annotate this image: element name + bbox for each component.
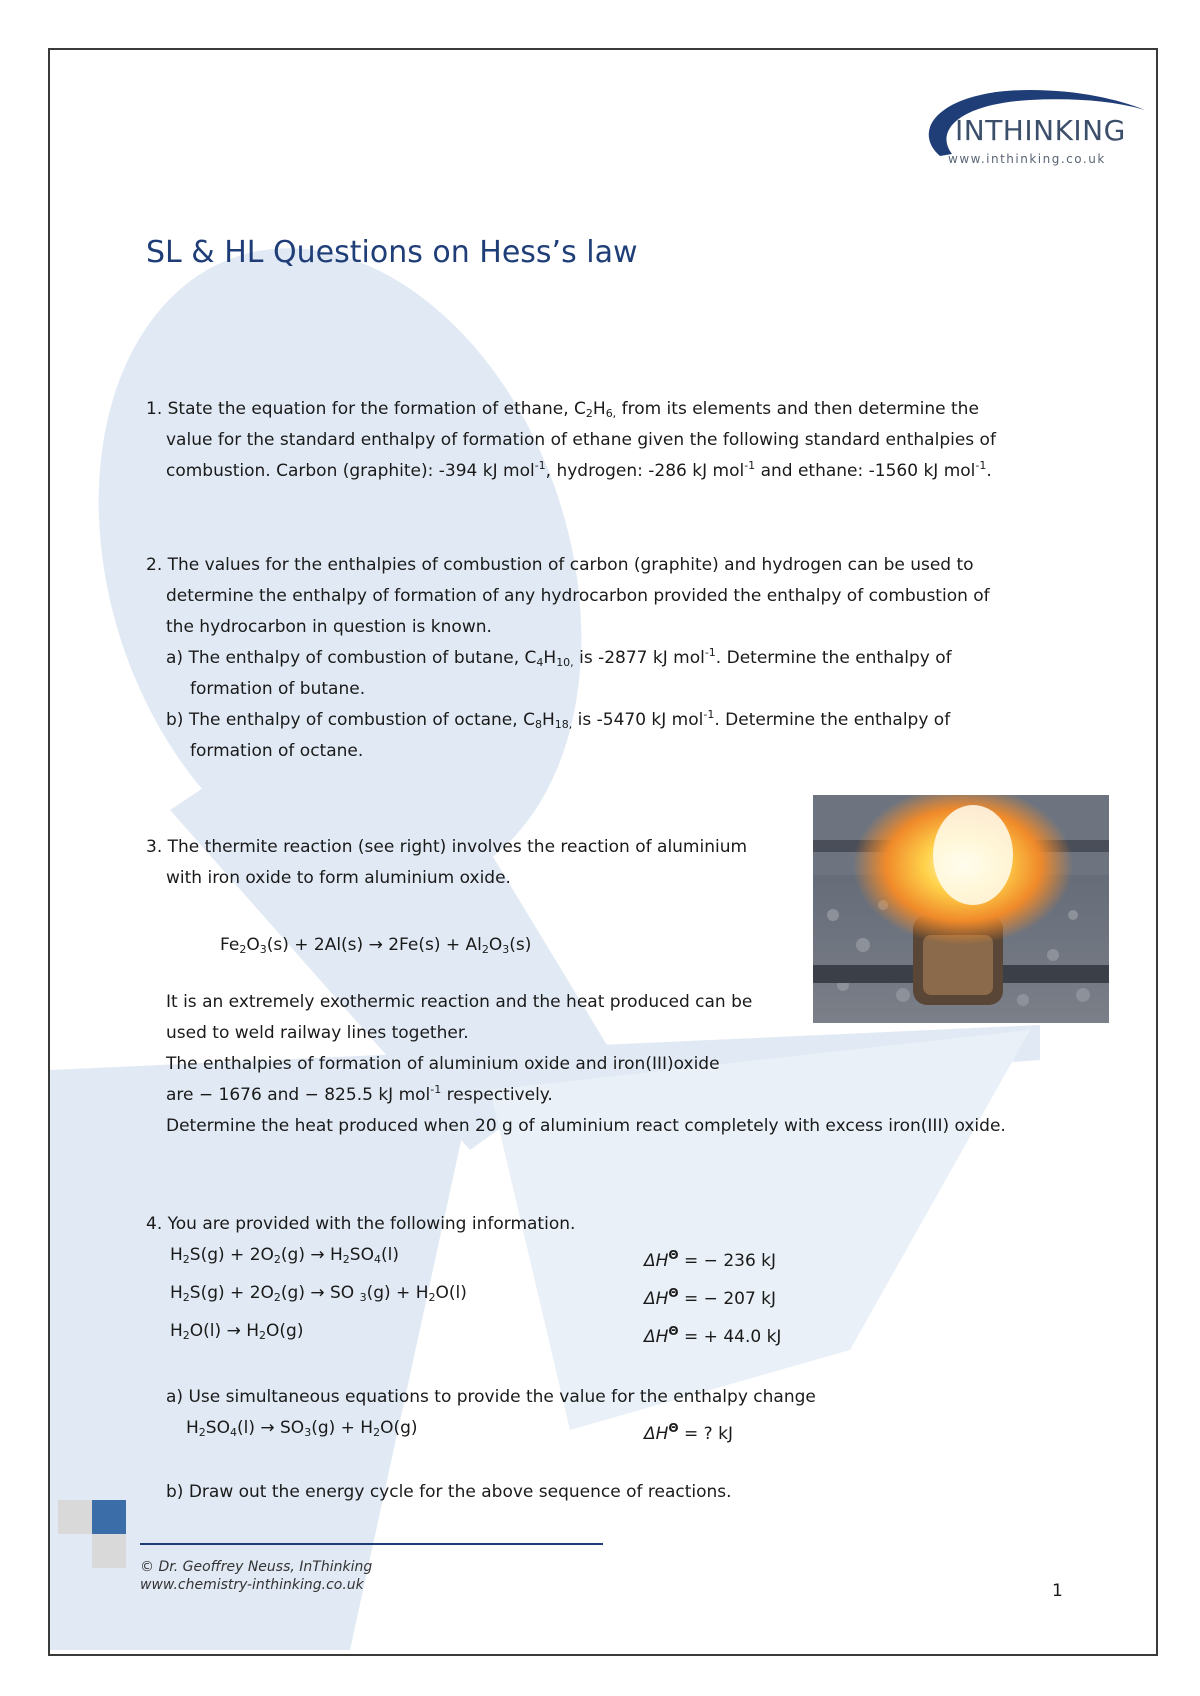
equation-lhs: $H_2S(g) + 2O_2(g)$ → SO $_3(g) + H_2O(l)$ (170, 1283, 467, 1304)
logo-text: INTHINKING (955, 114, 1126, 147)
equation-lhs: $H_2O(l) \to H_2O(g)$ (170, 1321, 304, 1342)
q3-line5: The enthalpies of formation of aluminium oxide and iron(III)oxide (166, 1054, 720, 1074)
q2-part-a: a) The enthalpy of combustion of butane, $C_4H_{10,}$ is -2877 kJ mol$^{-1}$. Determine the enthalpy of (166, 646, 952, 669)
q2-part-b: b) The enthalpy of combustion of octane, $C_8H_{18,}$ is -5470 kJ mol$^{-1}$. Determine the enthalpy of (166, 708, 951, 731)
equation-lhs: $H_2S(g) + 2O_2(g) \to H_2SO_4(l)$ (170, 1245, 399, 1266)
equation-row (146, 1278, 1106, 1316)
q3-line7: Determine the heat produced when 20 g of aluminium react completely with excess iron(III) oxide. (166, 1116, 1006, 1136)
q1-line1: 1. State the equation for the formation of ethane, $C_2H_{6,}$ from its elements and then determine the (146, 399, 979, 420)
q2-part-b-cont: formation of octane. (190, 741, 364, 761)
q3-line3: It is an extremely exothermic reaction and the heat produced can be (166, 992, 753, 1012)
q3-line1: 3. The thermite reaction (see right) involves the reaction of aluminium (146, 837, 748, 857)
page-title: SL & HL Questions on Hess’s law (146, 235, 638, 270)
inthinking-logo (900, 70, 1150, 180)
q3-line4: used to weld railway lines together. (166, 1023, 469, 1043)
equation-enthalpy: $\Delta H^\Theta$ = − 207 kJ (644, 1286, 777, 1309)
equation-enthalpy: $\Delta H^\Theta$ = ? kJ (644, 1421, 733, 1444)
q4-part-b: b) Draw out the energy cycle for the above sequence of reactions. (166, 1482, 732, 1502)
q4-part-a-equation (146, 1413, 1106, 1447)
question-1 (146, 394, 1106, 487)
question-4 (146, 1209, 1106, 1508)
equation-row (146, 1316, 1106, 1354)
question-2 (146, 550, 1106, 767)
q2-line1: 2. The values for the enthalpies of combustion of carbon (graphite) and hydrogen can be used to (146, 555, 974, 575)
q3-line2: with iron oxide to form aluminium oxide. (166, 868, 511, 888)
footer-author: © Dr. Geoffrey Neuss, InThinking (140, 1559, 373, 1575)
footer-square-grey (58, 1500, 92, 1534)
equation-enthalpy: $\Delta H^\Theta$ = − 236 kJ (644, 1248, 777, 1271)
q4-intro: 4. You are provided with the following information. (146, 1214, 576, 1234)
equation-lhs: $H_2SO_4(l) \to SO_3(g) + H_2O(g)$ (186, 1418, 418, 1439)
question-3 (146, 832, 1126, 1142)
thermite-equation: $Fe_2O_3(s) + 2Al(s) \to 2Fe(s) + Al_2O_3(s)$ (220, 935, 532, 956)
logo-url: www.inthinking.co.uk (948, 152, 1106, 166)
equation-enthalpy: $\Delta H^\Theta$ = + 44.0 kJ (644, 1324, 782, 1347)
q2-line3: the hydrocarbon in question is known. (166, 617, 492, 637)
equation-row (146, 1240, 1106, 1278)
q4-part-a: a) Use simultaneous equations to provide the value for the enthalpy change (166, 1387, 816, 1407)
q2-line2: determine the enthalpy of formation of any hydrocarbon provided the enthalpy of combustion of (166, 586, 990, 606)
q2-part-a-cont: formation of butane. (190, 679, 366, 699)
q1-line2: value for the standard enthalpy of formation of ethane given the following standard enthalpies of (166, 430, 996, 450)
footer-divider (140, 1543, 603, 1545)
footer-square-blue (92, 1500, 126, 1534)
q1-line3: combustion. Carbon (graphite): -394 kJ mol$^{-1}$, hydrogen: -286 kJ mol$^{-1}$ and ethane: -1560 kJ mol$^{-1}$. (166, 459, 992, 481)
footer-credit (140, 1558, 372, 1594)
footer-square-grey (92, 1534, 126, 1568)
q3-line6: are − 1676 and − 825.5 kJ mol$^{-1}$ respectively. (166, 1083, 553, 1105)
page-frame (48, 48, 1158, 1656)
page-number: 1 (1052, 1581, 1063, 1601)
footer-website: www.chemistry-inthinking.co.uk (140, 1577, 364, 1593)
